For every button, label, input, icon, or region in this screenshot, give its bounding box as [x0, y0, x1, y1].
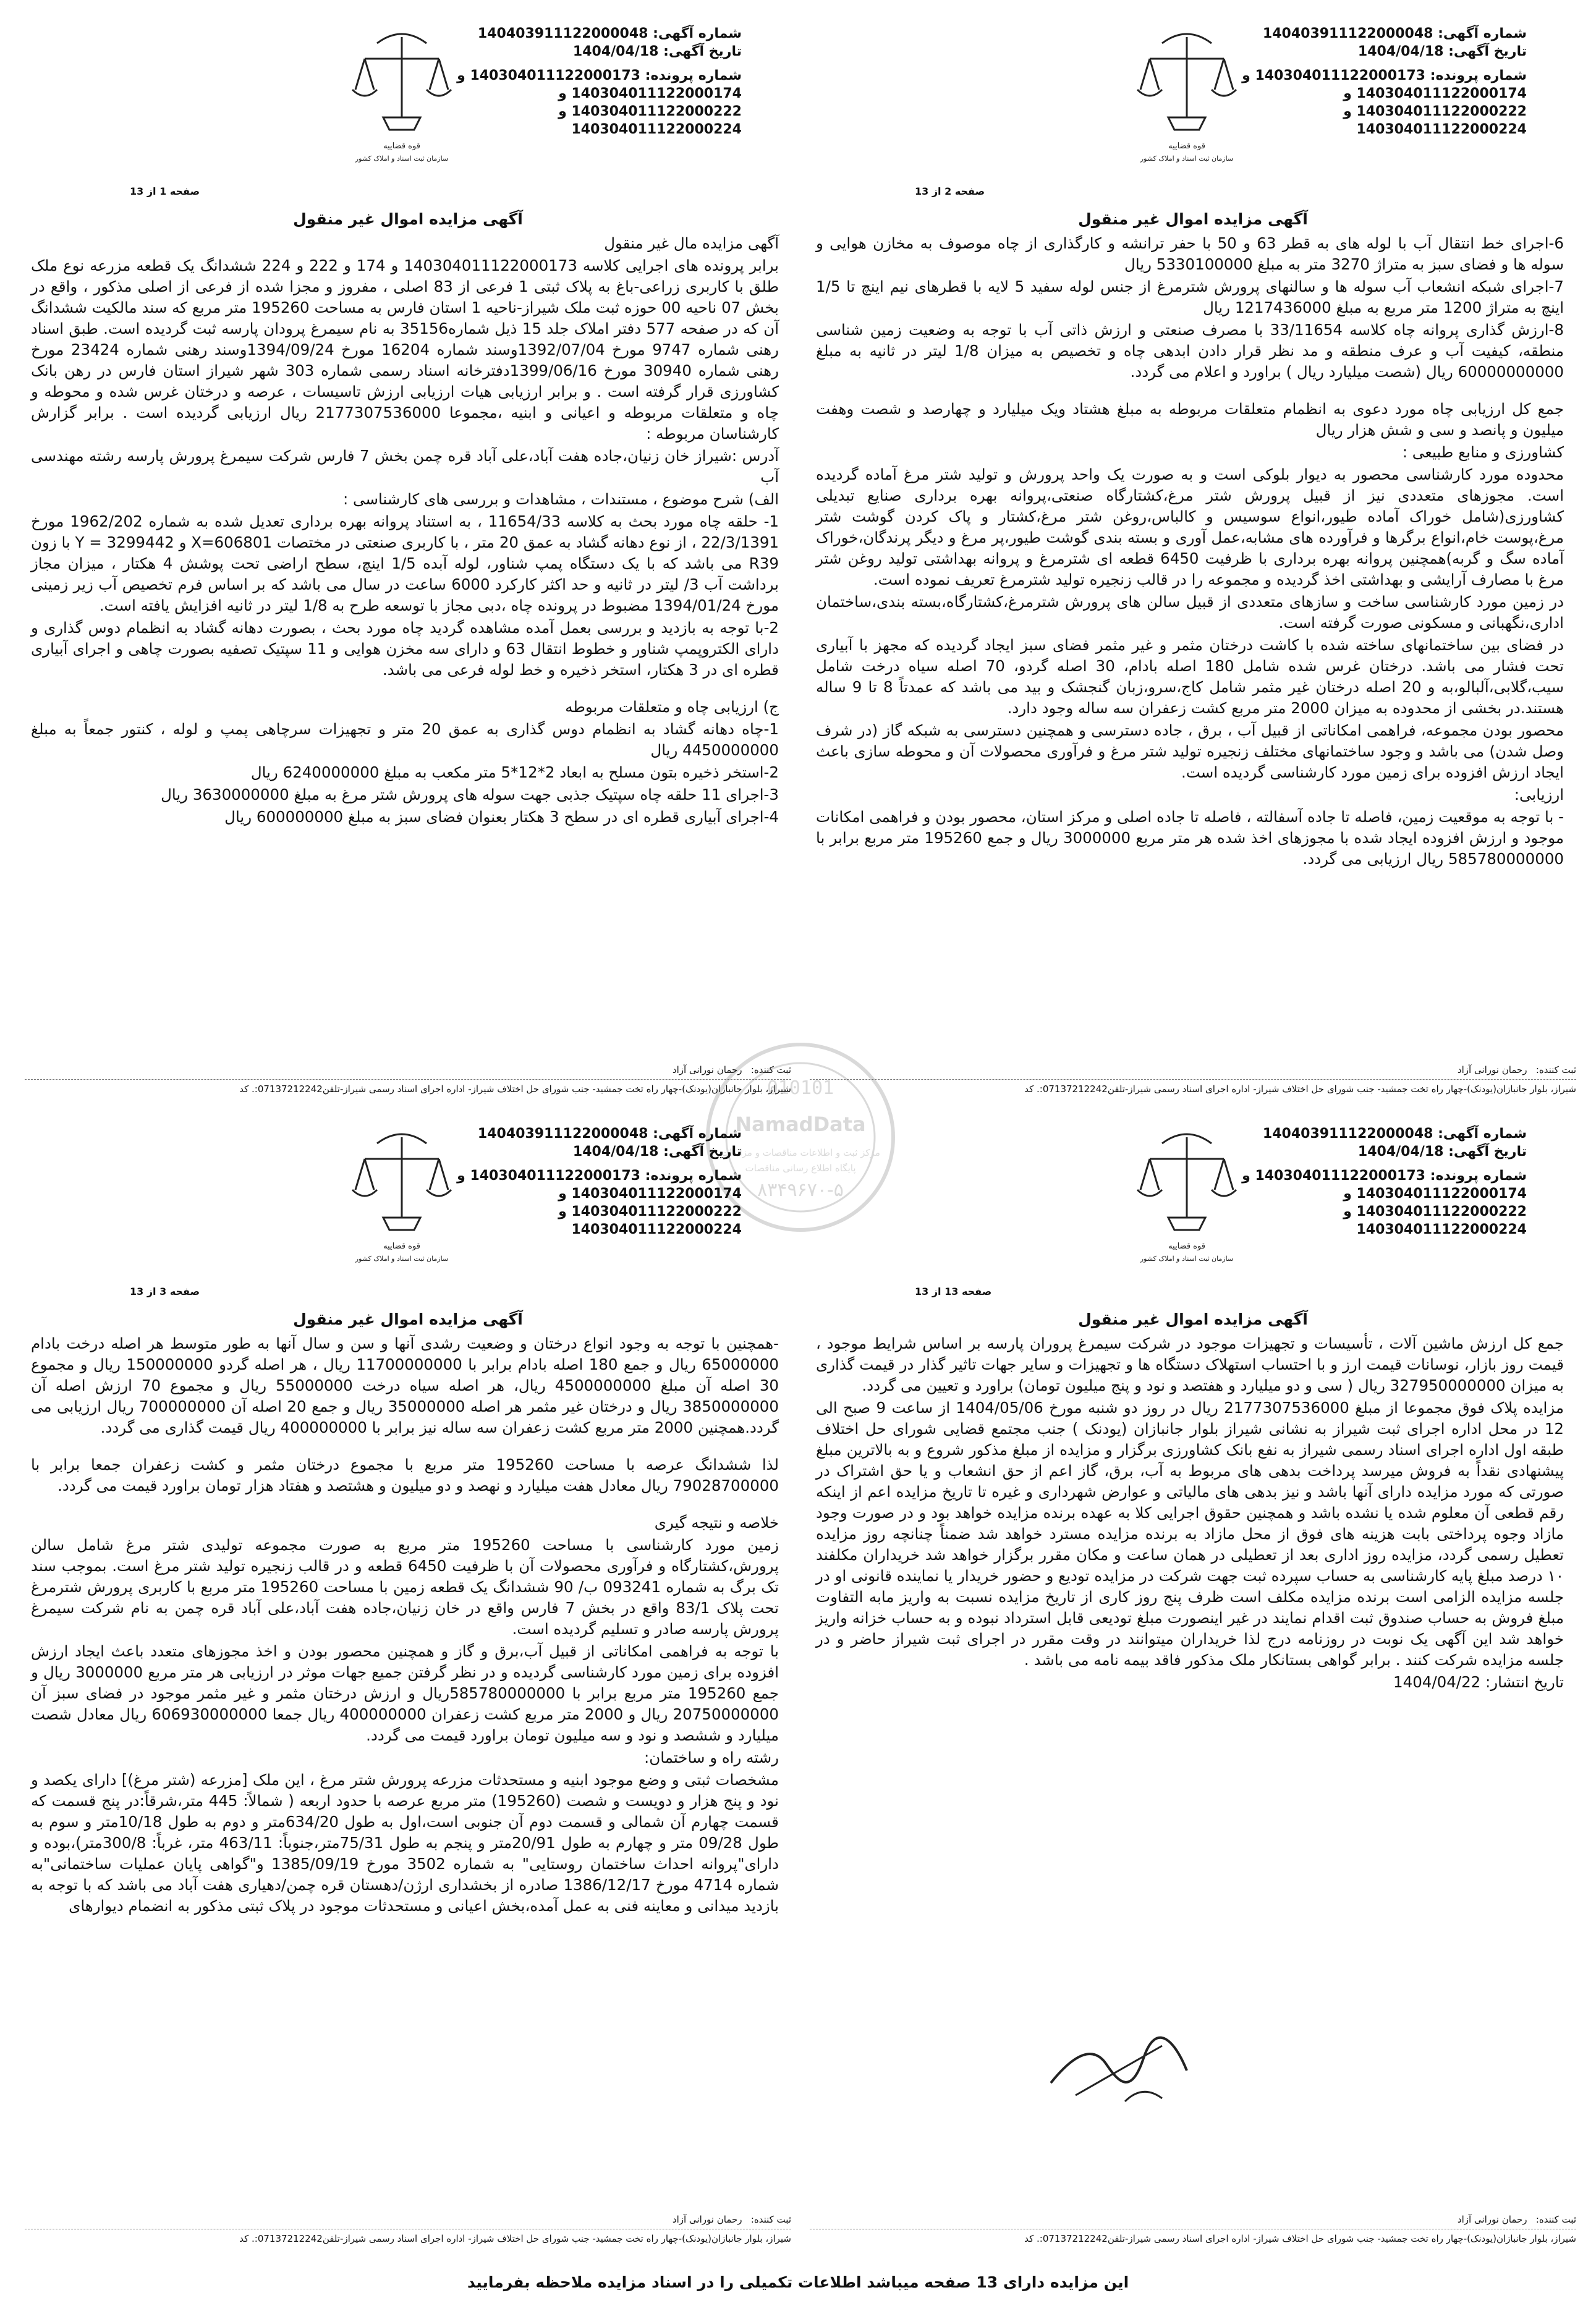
namaddata-watermark: [689, 1026, 912, 1249]
notice-paragraph: رشته راه و ساختمان:: [644, 1749, 779, 1766]
notice-paragraph: -همچنین با توجه به وجود انواع درختان و وضعیت رشدی آنها و سن و سال آنها به طور متوسط هر اصله درخت بادام 65000000 ریال و جمع 180 اصله بادام برابر با 11700000000 ریال ، هر اصله گردو 150000000 ریال و مجموع 30 اصله آن مبلغ 4500000000 ریال، هر اصله سیاه درخت 55000000 ریال و مجموع 70 ارزش اصله آن 3850000000 ریال و درختان غیر مثمر هر اصله 35000000 ریال و جمع 20 اصله آن 700000000 ریال ارزیابی می گردد.همچنین 2000 متر مربع کشت زعفران سه ساله نیز برابر با 400000000 ریال قیمت گذاری می گردد.: [31, 1334, 779, 1436]
notice-body: [19, 233, 797, 828]
ad-date: تاریخ آگهی: 1404/04/18: [1357, 1144, 1527, 1160]
svg-text:قوه قضاییه: قوه قضاییه: [383, 1242, 420, 1251]
file-number: 140304011122000174 و: [1343, 1186, 1527, 1202]
notice-paragraph: زمین مورد کارشناسی با مساحت 195260 متر مربع به صورت مجموعه تولیدی شتر مرغ شامل سالن پرورش،کشتارگاه و فرآوری محصولات آن با ظرفیت 6450 قطعه و در قالب زنجیره تولید شتر مرغ است. بموجب سند تک برگ به شماره 093241 ب/ 90 ششدانگ یک قطعه زمین با مساحت 195260 متر مربع با کاربری پرورش شترمرغ تحت پلاک 83/1 واقع در بخش 7 فارس واقع در خان زنیان،جاده هفت آباد،علی آباد قره چمن به نام شرکت سیمرغ پرورش پارسه صادر و تسلیم گردیده است.: [31, 1536, 779, 1638]
file-number: 140304011122000222 و: [1343, 104, 1527, 119]
notice-paragraph: آدرس :شیراز خان زنیان،جاده هفت آباد،علی آباد قره چمن بخش 7 فارس شرکت سیمرغ پرورش پارسه رشته مهندسی آب: [31, 447, 779, 486]
notice-footer: [804, 1063, 1582, 1096]
notice-paragraph: کشاورزی و منابع طبیعی :: [1402, 443, 1564, 461]
notice-title: آگهی مزایده اموال غیر منقول: [1078, 210, 1308, 228]
file-number: شماره پرونده: 140304011122000173 و: [1242, 1168, 1527, 1184]
ad-number: شماره آگهی: 140403911122000048: [477, 1126, 742, 1142]
notice-paragraph: تاریخ انتشار: 1404/04/22: [1393, 1673, 1564, 1691]
file-number: 140304011122000224: [1356, 122, 1527, 137]
footer-divider: [25, 1079, 791, 1080]
ad-number: شماره آگهی: 140403911122000048: [1262, 26, 1527, 41]
ad-date: تاریخ آگهی: 1404/04/18: [572, 1144, 742, 1160]
file-number: 140304011122000224: [571, 122, 742, 137]
office-address: شیراز، بلوار جانبازان(یودنک)-چهار راه تخت جمشید- جنب شورای حل اختلاف شیراز- اداره اجرای اسناد رسمی شیراز-تلفن07137212242:. کد: [1024, 2233, 1576, 2244]
notice-paragraph: 2-با توجه به بازدید و بررسی بعمل آمده مشاهده گردید چاه مورد بحث ، بصورت دهانه گشاد به انظمام دوس گذاری و دارای الکتروپمپ شناور و خطوط انتقال 63 و دارای سه مخزن هوایی و 11 سپتیک تصفیه بصورت چاهی و اجرای آبیاری قطره ای در 3 هکتار، استخر ذخیره و خط لوله فرعی می باشد.: [31, 619, 779, 679]
notice-footer: [804, 2213, 1582, 2245]
notice-meta: [1242, 25, 1527, 138]
page-number: صفحه 3 از 13: [130, 1286, 200, 1297]
footer-note: این مزایده دارای 13 صفحه میباشد اطلاعات تکمیلی را در اسناد مزایده ملاحظه بفرمایید: [467, 2273, 1129, 2291]
notice-paragraph: 7-اجرای شبکه انشعاب آب سوله ها و سالنهای پرورش شترمرغ از جنس لوله سفید 5 لایه با قطرهای نیم اینچ تا 1/5 اینچ به متراژ 1200 متر مربع به مبلغ 1217436000 ریال: [816, 278, 1564, 316]
notice-footer: [19, 1063, 797, 1096]
page-number: صفحه 2 از 13: [915, 185, 985, 197]
signature-icon: [1038, 2027, 1199, 2114]
office-address: شیراز، بلوار جانبازان(یودنک)-چهار راه تخت جمشید- جنب شورای حل اختلاف شیراز- اداره اجرای اسناد رسمی شیراز-تلفن07137212242:. کد: [239, 2233, 791, 2244]
file-number: 140304011122000174 و: [558, 1186, 742, 1202]
auction-page-1: [19, 19, 797, 1106]
judiciary-emblem-icon: [340, 25, 464, 167]
notice-paragraph: 1-چاه دهانه گشاد به انظمام دوس گذاری به عمق 20 متر و تجهیزات سرچاهی پمپ و لوله ، کنتور جمعاً به مبلغ 4450000000 ریال: [31, 720, 779, 759]
notice-paragraph: محدوده مورد کارشناسی محصور به دیوار بلوکی است و به صورت یک واحد پرورش و تولید شتر مرغ آماده گردیده است. مجوزهای متعددی نیز از قبیل پرورش شتر مرغ،کشتارگاه صنعتی،پروانه بهره برداری صنایع تبدیلی کشاورزی(شامل خوراک آماده طیور،انواع سوسیس و کالباس،روغن شتر مرغ،کشتار و پاک کردن گوشت شتر مرغ،پوست خام،انواع برگرها و فرآورده های مشابه،عمل آوری و بسته بندی گوشت طیور،پر مرغ و دیگر پرندگان،خوراک آماده سگ و گربه)همچنین پروانه بهره برداری با ظرفیت 6450 قطعه ای شترمرغ و پروانه بهداشتی تولید روغن شتر مرغ با مصارف آرایشی و بهداشتی اخذ گردیده و مجموعه را در قالب زنجیره تولید شترمرغ تعریف نموده است.: [816, 465, 1564, 588]
notice-paragraph: مزایده پلاک فوق مجموعا از مبلغ 2177307536000 ریال در روز دو شنبه مورخ 1404/05/06 از ساعت 9 صبح الی 12 در محل اداره اجرای ثبت شیراز به نشانی شیراز بلوار جانبازان (یودنک ) جنب مجتمع قضایی شورای حل اختلاف طبقه اول اداره اجرای اسناد رسمی شیراز به نفع بانک کشاورزی برگزار و مزایده از مبلغ مذکور شروع و به بالاترین مبلغ پیشنهادی نقداً به فروش میرسد پرداخت بدهی های مربوط به آب، برق، گاز اعم از حق انشعاب و یا حق اشتراک در صورتی که مورد مزایده دارای آنها باشد و نیز بدهی های مالیاتی و عوارض شهرداری و غیره تا تاریخ مزایده اعم از اینکه رقم قطعی آن معلوم شده یا نشده باشد و همچنین حقوق اجرایی کلا به عهده برنده مزایده خواهد بود و در صورت وجود مازاد وجوه پرداختی بابت هزینه های فوق از محل مازاد به برنده مزایده مسترد خواهد شد ضمناً چنانچه روز مزایده تعطیل رسمی گردد، مزایده روز اداری بعد از تعطیلی در همان ساعت و مکان مقرر برگزار خواهد شد خریداران مکلفند ۱۰ درصد مبلغ پایه کارشناسی به حساب سپرده ثبت جهت شرکت در مزایده تودیع و حضور خریدار یا نماینده قانونی او در جلسه مزایده الزامی است برنده مزایده مکلف است ظرف پنج روز کاری از تاریخ مزایده نسبت به واریز مابه التفاوت مبلغ فروش به حساب صندوق ثبت اقدام نمایند در غیر اینصورت مبلغ تودیعی قابل استرداد نبوده و به حساب خزانه واریز خواهد شد این آگهی یک نوبت در روزنامه درج لذا خریداران میتوانند در وقت مقرر در اجرای ثبت شیراز حاضر و در جلسه مزایده شرکت کنند . برابر گواهی بستانکار ملک مذکور فاقد بیمه نامه می باشد .: [816, 1399, 1564, 1669]
notice-paragraph: جمع کل ارزش ماشین آلات ، تأسیسات و تجهیزات موجود در شرکت سیمرغ پروران پارسه بر اساس شرایط موجود ، قیمت روز بازار، نوسانات قیمت ارز و با احتساب استهلاک دستگاه ها و تجهیزات و سایر جهات تاثیر گذار در قیمت گذاری به میزان 327950000000 ریال ( سی و دو میلیارد و هفتصد و نود و پنج میلیون تومان) براورد و تعیین می گردد.: [816, 1334, 1564, 1394]
file-number: 140304011122000174 و: [558, 86, 742, 101]
auction-page-3: [19, 1119, 797, 2256]
svg-text:قوه قضاییه: قوه قضاییه: [1168, 142, 1205, 151]
notice-paragraph: در فضای بین ساختمانهای ساخته شده با کاشت درختان مثمر و غیر مثمر فضای سبز ایجاد گردیده که مجهز با آبیاری تحت فشار می باشد. درختان غرس شده شامل 180 اصله بادام، 30 اصله گردو، 70 اصله سیاه درخت شامل سیب،گلابی،آلبالو،به و 20 اصله درختان غیر مثمر شامل کاج،سرو،زبان گنجشک و بید می باشد که عمدتاً 8 تا 9 ساله هستند.در بخشی از محدوده به میزان 2000 متر مربع کشت زعفران سه ساله وجود دارد.: [816, 636, 1564, 717]
notice-paragraph: در زمین مورد کارشناسی ساخت و سازهای متعددی از قبیل سالن های پرورش شترمرغ،کشتارگاه،بسته بندی،ساختمان اداری،نگهبانی و مسکونی صورت گرفته است.: [816, 593, 1564, 632]
notice-paragraph: جمع کل ارزیابی چاه مورد دعوی به انظمام متعلقات مربوطه به مبلغ هشتاد ویک میلیارد و چهارصد و شصت وهفت میلیون و پانصد و سی و شش هزار ریال: [816, 400, 1564, 439]
judiciary-emblem-icon: [1125, 1125, 1249, 1267]
svg-text:سازمان ثبت اسناد و املاک کشور: سازمان ثبت اسناد و املاک کشور: [355, 1255, 449, 1263]
office-address: شیراز، بلوار جانبازان(یودنک)-چهار راه تخت جمشید- جنب شورای حل اختلاف شیراز- اداره اجرای اسناد رسمی شیراز-تلفن07137212242:. کد: [239, 1083, 791, 1095]
file-number: 140304011122000224: [571, 1222, 742, 1237]
file-number: شماره پرونده: 140304011122000173 و: [457, 1168, 742, 1184]
notice-body: [19, 1333, 797, 1917]
ad-number: شماره آگهی: 140403911122000048: [1262, 1126, 1527, 1142]
notice-title: آگهی مزایده اموال غیر منقول: [1078, 1310, 1308, 1328]
notice-paragraph: 6-اجرای خط انتقال آب با لوله های به قطر 63 و 50 با حفر ترانشه و کارگذاری از چاه موصوف به مخازن هوایی و سوله ها و فضای سبز به متراژ 3270 متر به مبلغ 5330100000 ریال: [816, 234, 1564, 273]
notice-title: آگهی مزایده اموال غیر منقول: [293, 210, 523, 228]
notice-paragraph: برابر پرونده های اجرایی کلاسه 140304011122000173 و 174 و 222 و 224 ششدانگ یک قطعه مزرعه نوع ملک طلق با کاربری زراعی-باغ به پلاک ثبتی 1 فرعی از 83 اصلی ، مفروز و مجزا شده از فرعی از اصلی مذکور ، واقع در بخش 07 ناحیه 00 حوزه ثبت ملک شیراز-ناحیه 1 استان فارس به مساحت 195260 متر مربع که سند مالکیت ششدانگ آن که در صفحه 577 دفتر املاک جلد 15 ذیل شماره35156 به نام سیمرغ پرودان پارسه ثبت گردیده است. طبق اسناد رهنی شماره 9747 مورخ 1392/07/04وسند شماره 16204 مورخ 1394/09/24وسند رهنی شماره 23424 مورخ رهنی شماره 30940 مورخ 1399/06/16دفترخانه اسناد رسمی شماره 303 شهر شیراز استان فارس در رهن بانک کشاورزی قرار گرفته است . و برابر ارزیابی هیات ارزیابی ارزش تاسیسات ، عرصه و درختان غرس شده و محوطه و چاه و متعلقات مربوطه و اعیانی و ابنیه ،مجموعا 2177307536000 ریال ارزیابی گردیده است . برابر گزارش کارشناسان مربوطه :: [31, 257, 779, 443]
notice-header: [804, 19, 1582, 204]
notice-paragraph: مشخصات ثبتی و وضع موجود ابنیه و مستحدثات مزرعه پرورش شتر مرغ ، این ملک [مزرعه (شتر مرغ)] دارای یکصد و نود و پنج هزار و دویست و شصت (195260) متر مربع عرصه با حدود اربعه ( شمالاً: 445 متر،شرقاً:در پنج قسمت که قسمت چهارم آن شمالی و قسمت دوم آن جنوبی است،اول به طول 634/20متر و دوم به طول 10/18متر و سوم به طول 09/28 متر و چهارم به طول 20/91متر و پنجم به طول 75/31متر،جنوباً: 463/11 متر، غرباً: 300/8متر)،بوده و دارای"پروانه احداث ساختمان روستایی" به شماره 3502 مورخ 1385/09/19 و"گواهی پایان عملیات ساختمانی"به شماره 4714 مورخ 1386/12/17 صادره از بخشداری ارژن/دهستان قره چمن/دهیاری هفت آباد می باشد که با توجه به بازدید میدانی و معاینه فنی به عمل آمده،بخش اعیانی و مستحدثات موجود در پلاک ثبتی مذکور به انضمام دیوارهای: [31, 1771, 779, 1915]
paragraph-gap: [816, 384, 1564, 399]
notice-footer: [19, 2213, 797, 2245]
notice-body: [804, 1333, 1582, 1693]
ad-date: تاریخ آگهی: 1404/04/18: [572, 44, 742, 59]
page-number: صفحه 13 از 13: [915, 1286, 992, 1297]
notice-paragraph: 4-اجرای آبیاری قطره ای در سطح 3 هکتار بعنوان فضای سبز به مبلغ 600000000 ریال: [224, 808, 779, 826]
svg-text:سازمان ثبت اسناد و املاک کشور: سازمان ثبت اسناد و املاک کشور: [355, 155, 449, 163]
auction-page-13: [804, 1119, 1582, 2256]
notice-body: [804, 233, 1582, 870]
notice-paragraph: خلاصه و نتیجه گیری: [654, 1514, 779, 1532]
svg-text:قوه قضاییه: قوه قضاییه: [383, 142, 420, 151]
notice-header: [19, 19, 797, 204]
notice-header: [804, 1119, 1582, 1304]
file-number: 140304011122000222 و: [558, 1204, 742, 1219]
notice-paragraph: ج) ارزیابی چاه و متعلقات مربوطه: [565, 698, 779, 716]
svg-text:۸۳۴۹۶۷۰-۵: ۸۳۴۹۶۷۰-۵: [757, 1179, 844, 1201]
file-number: 140304011122000222 و: [558, 104, 742, 119]
notice-header: [19, 1119, 797, 1304]
notice-paragraph: 2-استخر ذخیره بتون مسلح به ابعاد 2*12*5 متر مکعب به مبلغ 6240000000 ریال: [250, 763, 779, 781]
svg-text:010101: 010101: [766, 1077, 834, 1099]
file-number: 140304011122000224: [1356, 1222, 1527, 1237]
page-number: صفحه 1 از 13: [130, 185, 200, 197]
notice-meta: [1242, 1125, 1527, 1239]
paragraph-gap: [31, 1439, 779, 1454]
footer-divider: [810, 1079, 1576, 1080]
judiciary-emblem-icon: [340, 1125, 464, 1267]
signer-line: ثبت کننده: رحمان نورانی آزاد: [1457, 1064, 1576, 1075]
notice-paragraph: 1- حلقه چاه مورد بحث به کلاسه 11654/33 ، به استناد پروانه بهره برداری تعدیل شده به شماره 1962/202 مورخ 22/3/1391 ، از نوع دهانه گشاد به عمق 20 متر ، با کاربری صنعتی در مختصات X=606801 و Y = 3299442 با زون R39 می باشد که با یک دستگاه پمپ شناور، لوله آبده 1/5 اینچ، سطح اراضی تحت پوشش 4 هکتار ، میزان مجاز برداشت آب 3/ لیتر در ثانیه و حد اکثر کارکرد 6000 ساعت در سال می باشد که بر اساس فرم تخصیص آب زیر زمینی مورخ 1394/01/24 مضبوط در پرونده چاه ،دبی مجاز با توسعه طرح به 1/8 لیتر در ثانیه افزایش یافته است.: [31, 512, 779, 614]
signer-line: ثبت کننده: رحمان نورانی آزاد: [672, 2214, 791, 2225]
notice-paragraph: ارزیابی:: [1514, 786, 1564, 803]
judiciary-emblem-icon: [1125, 25, 1249, 167]
notice-paragraph: با توجه به فراهمی امکاناتی از قبیل آب،برق و گاز و همچنین محصور بودن و اخذ مجوزهای متعدد باعث ایجاد ارزش افزوده برای زمین مورد کارشناسی گردیده و در نظر گرفتن جمیع جهات موثر در ارزیابی هر متر مربع 3000000 ریال و جمع 195260 متر مربع برابر با 585780000000ریال و ارزش درختان مثمر و غیر مثمر موجود در فضای سبز آن 20750000000 ریال و 2000 متر مربع کشت زعفران 400000000 ریال جمعا 606930000000 ریال معادل شصت میلیارد و ششصد و نود و سه میلیون تومان براورد قیمت می گردد.: [31, 1642, 779, 1744]
notice-paragraph: آگهی مزایده مال غیر منقول: [604, 234, 779, 252]
paragraph-gap: [31, 1498, 779, 1512]
file-number: شماره پرونده: 140304011122000173 و: [457, 68, 742, 83]
notice-meta: [457, 25, 742, 138]
ad-date: تاریخ آگهی: 1404/04/18: [1357, 44, 1527, 59]
file-number: شماره پرونده: 140304011122000173 و: [1242, 68, 1527, 83]
notice-paragraph: محصور بودن مجموعه، فراهمی امکاناتی از قبیل آب ، برق ، جاده دسترسی و همچنین دسترسی به شبکه گاز (در شرف وصل شدن) می باشد و وجود ساختمانهای مختلف زنجیره تولید شتر مرغ و فرآوری محصولات آن و محوطه سازی باعث ایجاد ارزش افزوده برای زمین مورد کارشناسی گردیده است.: [816, 721, 1564, 781]
auction-page-2: [804, 19, 1582, 1106]
notice-paragraph: 3-اجرای 11 حلقه چاه سپتیک جذبی جهت سوله های پرورش شتر مرغ به مبلغ 3630000000 ریال: [161, 786, 779, 803]
svg-text:NamadData: NamadData: [735, 1113, 866, 1136]
notice-paragraph: - با توجه به موقعیت زمین، فاصله تا جاده آسفالته ، فاصله تا جاده اصلی و مرکز استان، محصور بودن و فراهمی امکانات موجود و ارزش افزوده ایجاد شده با مجوزهای اخذ شده هر متر مربع 3000000 ریال و جمع 195260 متر مربع برابر با 585780000000 ریال ارزیابی می گردد.: [816, 808, 1564, 868]
notice-paragraph: لذا ششدانگ عرصه با مساحت 195260 متر مربع با مجموع درختان مثمر و کشت زعفران جمعا برابر با 79028700000 ریال معادل هفت میلیارد و نهصد و دو میلیون و هشتصد و هفتاد هزار تومان براورد قیمت می گردد.: [31, 1456, 779, 1495]
svg-text:سازمان ثبت اسناد و املاک کشور: سازمان ثبت اسناد و املاک کشور: [1140, 155, 1234, 163]
svg-text:سازمان ثبت اسناد و املاک کشور: سازمان ثبت اسناد و املاک کشور: [1140, 1255, 1234, 1263]
signer-line: ثبت کننده: رحمان نورانی آزاد: [1457, 2214, 1576, 2225]
file-number: 140304011122000222 و: [1343, 1204, 1527, 1219]
notice-title: آگهی مزایده اموال غیر منقول: [293, 1310, 523, 1328]
svg-text:مرکز ثبت و اطلاعات مناقصات و م: مرکز ثبت و اطلاعات مناقصات و مزایدات: [721, 1147, 880, 1158]
office-address: شیراز، بلوار جانبازان(یودنک)-چهار راه تخت جمشید- جنب شورای حل اختلاف شیراز- اداره اجرای اسناد رسمی شیراز-تلفن07137212242:. کد: [1024, 1083, 1576, 1095]
svg-text:قوه قضاییه: قوه قضاییه: [1168, 1242, 1205, 1251]
signer-line: ثبت کننده: رحمان نورانی آزاد: [672, 1064, 791, 1075]
svg-text:پایگاه اطلاع رسانی مناقصات: پایگاه اطلاع رسانی مناقصات: [745, 1163, 856, 1174]
notice-paragraph: 8-ارزش گذاری پروانه چاه کلاسه 33/11654 با مصرف صنعتی و ارزش ذاتی آب با توجه به وضعیت زمین شناسی منطقه، کیفیت آب و عرف منطقه و مد نظر قرار دادن ابدهی چاه و تخصیص به میزان 1/8 لیتر در ثانیه به مبلغ 60000000000 ریال (شصت میلیارد ریال ) براورد و اعلام می گردد.: [816, 321, 1564, 381]
notice-paragraph: الف) شرح موضوع ، مستندات ، مشاهدات و بررسی های کارشناسی :: [342, 490, 779, 508]
file-number: 140304011122000174 و: [1343, 86, 1527, 101]
paragraph-gap: [31, 682, 779, 697]
ad-number: شماره آگهی: 140403911122000048: [477, 26, 742, 41]
